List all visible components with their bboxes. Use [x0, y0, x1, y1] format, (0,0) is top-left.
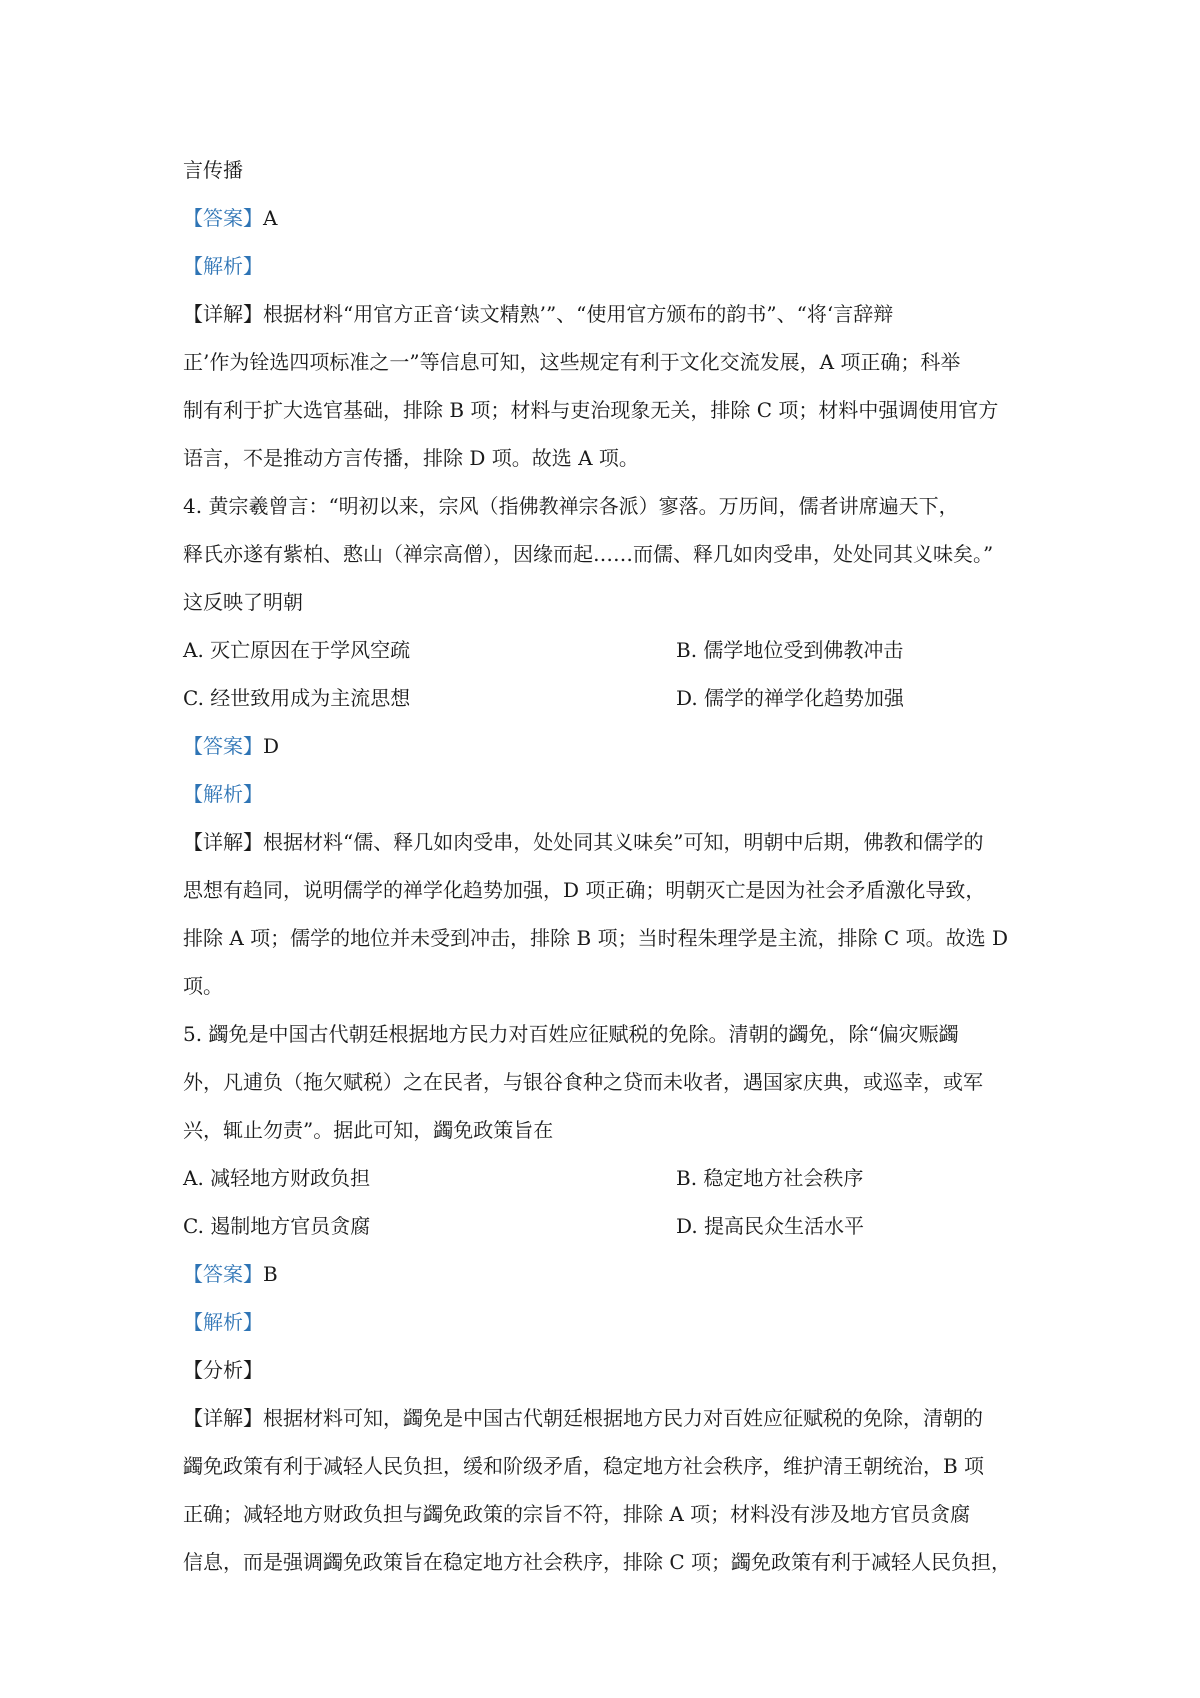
- answer-label: 【答案】: [183, 206, 263, 230]
- option-c: C. 遏制地方官员贪腐: [183, 1214, 371, 1238]
- option-d: D. 提高民众生活水平: [676, 1214, 865, 1238]
- answer-value: A: [263, 206, 278, 230]
- option-a: A. 减轻地方财政负担: [183, 1166, 371, 1190]
- detail-line: 项。: [183, 974, 223, 998]
- question-stem-line: 4. 黄宗羲曾言：“明初以来，宗风（指佛教禅宗各派）寥落。万历间，儒者讲席遍天下，: [183, 494, 959, 518]
- option-c: C. 经世致用成为主流思想: [183, 686, 411, 710]
- option-a: A. 灭亡原因在于学风空疏: [183, 638, 411, 662]
- question-stem-line: 外，凡逋负（拖欠赋税）之在民者，与银谷食种之贷而未收者，遇国家庆典，或巡幸，或军: [183, 1070, 983, 1094]
- detail-line: 排除 A 项；儒学的地位并未受到冲击，排除 B 项；当时程朱理学是主流，排除 C 项。故选 D: [183, 926, 1008, 950]
- fenxi-label: 【分析】: [183, 1358, 263, 1382]
- detail-line: 【详解】根据材料“儒、释几如肉受串，处处同其义味矣”可知，明朝中后期，佛教和儒学的: [183, 830, 984, 854]
- analysis-label: 【解析】: [183, 1310, 263, 1334]
- question-stem-line: 兴，辄止勿责”。据此可知，蠲免政策旨在: [183, 1118, 554, 1142]
- answer-value: D: [263, 734, 280, 758]
- question-stem-line: 这反映了明朝: [183, 590, 303, 614]
- detail-line: 蠲免政策有利于减轻人民负担，缓和阶级矛盾，稳定地方社会秩序，维护清王朝统治，B 项: [183, 1454, 985, 1478]
- question-stem-line: 释氏亦遂有紫柏、憨山（禅宗高僧），因缘而起……而儒、释几如肉受串，处处同其义味矣。”: [183, 542, 994, 566]
- option-b: B. 稳定地方社会秩序: [676, 1166, 864, 1190]
- detail-line: 制有利于扩大选官基础，排除 B 项；材料与吏治现象无关，排除 C 项；材料中强调使用官方: [183, 398, 999, 422]
- detail-line: 【详解】根据材料“用官方正音‘读文精熟’”、“使用官方颁布的韵书”、“将‘言辞辩: [183, 302, 894, 326]
- option-d: D. 儒学的禅学化趋势加强: [676, 686, 905, 710]
- detail-line: 【详解】根据材料可知，蠲免是中国古代朝廷根据地方民力对百姓应征赋税的免除，清朝的: [183, 1406, 983, 1430]
- answer-line: [183, 1260, 278, 1288]
- detail-line: 思想有趋同，说明儒学的禅学化趋势加强，D 项正确；明朝灭亡是因为社会矛盾激化导致，: [183, 878, 986, 902]
- continuation-text: 言传播: [183, 158, 243, 182]
- answer-line: [183, 204, 277, 232]
- detail-line: 语言，不是推动方言传播，排除 D 项。故选 A 项。: [183, 446, 639, 470]
- question-stem-line: 5. 蠲免是中国古代朝廷根据地方民力对百姓应征赋税的免除。清朝的蠲免，除“偏灾赈蠲: [183, 1022, 959, 1046]
- analysis-label: 【解析】: [183, 782, 263, 806]
- detail-line: 正’作为铨选四项标准之一”等信息可知，这些规定有利于文化交流发展，A 项正确；科举: [183, 350, 961, 374]
- detail-line: 正确；减轻地方财政负担与蠲免政策的宗旨不符，排除 A 项；材料没有涉及地方官员贪腐: [183, 1502, 971, 1526]
- answer-label: 【答案】: [183, 1262, 263, 1286]
- answer-value: B: [263, 1262, 278, 1286]
- answer-label: 【答案】: [183, 734, 263, 758]
- option-b: B. 儒学地位受到佛教冲击: [676, 638, 904, 662]
- detail-line: 信息，而是强调蠲免政策旨在稳定地方社会秩序，排除 C 项；蠲免政策有利于减轻人民负担，: [183, 1550, 1012, 1574]
- answer-line: [183, 732, 279, 760]
- analysis-label: 【解析】: [183, 254, 263, 278]
